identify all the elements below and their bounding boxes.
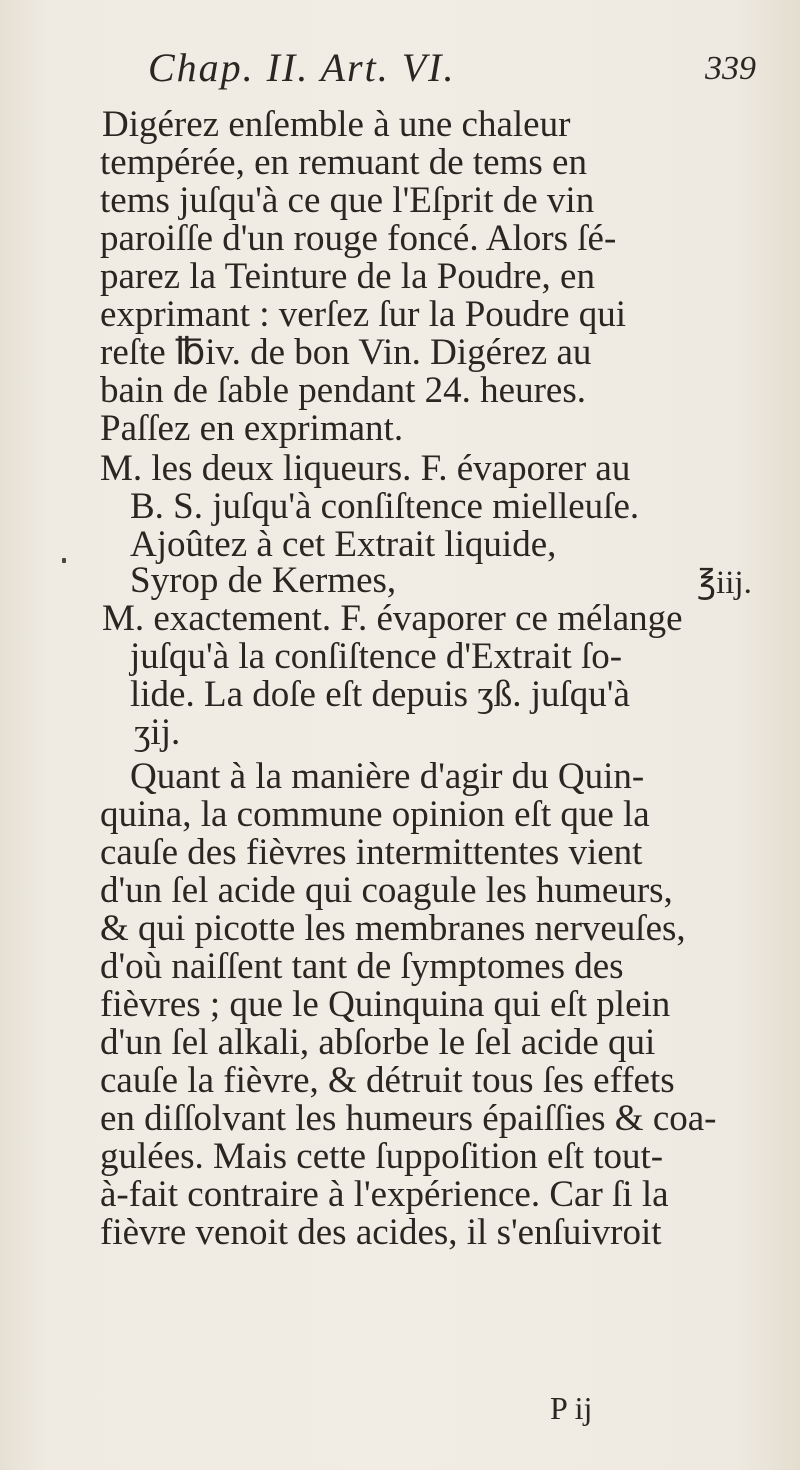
text-line: lide. La doſe eſt depuis ʒß. juſqu'à [130, 674, 630, 715]
text-line: B. S. juſqu'à conſiſtence mielleuſe. [130, 486, 640, 527]
text-line: d'un ſel acide qui coagule les humeurs, [100, 870, 673, 911]
text-line: reſte ℔iv. de bon Vin. Digérez au [100, 332, 592, 373]
text-line: tempérée, en remuant de tems en [100, 142, 587, 183]
text-line: & qui picotte les membranes nerveuſes, [100, 908, 686, 949]
text-line: ʒij. [134, 712, 181, 753]
text-line: juſqu'à la conſiſtence d'Extrait ſo- [130, 636, 623, 677]
text-line: à-fait contraire à l'expérience. Car ſi la [100, 1174, 669, 1215]
text-line: gulées. Mais cette ſuppoſition eſt tout- [100, 1136, 664, 1177]
text-line: en diſſolvant les humeurs épaiſſies & coa- [100, 1098, 717, 1139]
text-line: M. les deux liqueurs. F. évaporer au [100, 448, 631, 489]
text-line: Quant à la manière d'agir du Quin- [130, 756, 645, 797]
signature-mark: P ij [550, 1390, 593, 1426]
text-line: cauſe la fièvre, & détruit tous ſes effets [100, 1060, 675, 1101]
text-line: Syrop de Kermes, [130, 560, 397, 601]
text-line: d'un ſel alkali, abſorbe le ſel acide qui [100, 1022, 656, 1063]
text-line: Ajoûtez à cet Extrait liquide, [130, 524, 557, 565]
text-line: fièvre venoit des acides, il s'enſuivroit [100, 1212, 662, 1253]
text-line: paroiſſe d'un rouge foncé. Alors ſé- [100, 218, 617, 259]
text-line: fièvres ; que le Quinquina qui eſt plein [100, 984, 671, 1025]
text-line: d'où naiſſent tant de ſymptomes des [100, 946, 624, 987]
text-line: tems juſqu'à ce que l'Eſprit de vin [100, 180, 595, 221]
text-line: M. exactement. F. évaporer ce mélange [102, 598, 683, 639]
text-line: parez la Teinture de la Poudre, en [100, 256, 595, 297]
text-line: quina, la commune opinion eſt que la [100, 794, 650, 835]
text-line: Paſſez en exprimant. [100, 408, 404, 449]
ink-speck [62, 558, 66, 563]
running-head: Chap. II. Art. VI. [148, 45, 456, 90]
text-line: cauſe des fièvres intermittentes vient [100, 832, 643, 873]
page-number: 339 [705, 50, 756, 87]
text-line: exprimant : verſez ſur la Poudre qui [100, 294, 627, 335]
text-line: bain de ſable pendant 24. heures. [100, 370, 586, 411]
text-line: Digérez enſemble à une chaleur [102, 104, 571, 145]
kermes-dose: ℥iij. [697, 565, 752, 601]
